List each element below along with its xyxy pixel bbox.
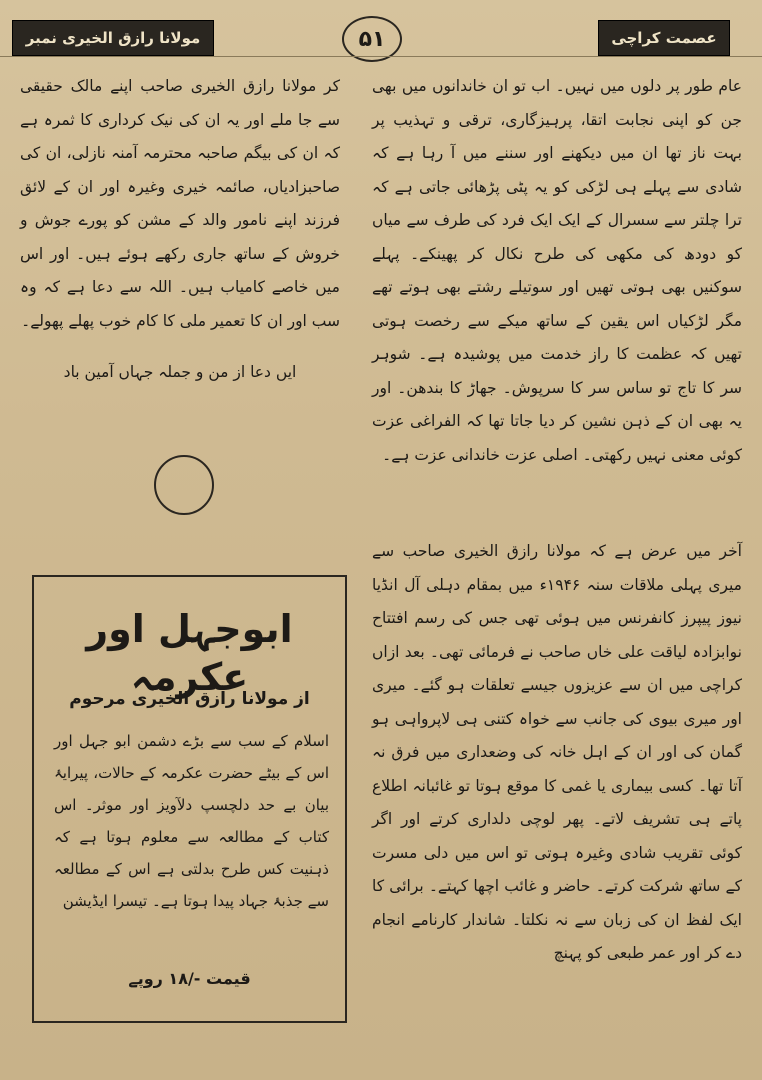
left-column-paragraph: کر مولانا رازق الخیری صاحب اپنے مالک حقیقی سے جا ملے اور یہ ان کی نیک کرداری کا ثمرہ ہے کہ ان کی بیگم صاحبہ محترمہ آمنہ نازلی، ان کی صاحبزادیاں، صائمہ خیری وغیرہ اور ان کے لائق فرزند اپنے نامور والد کے مشن کو پورے جوش و خروش کے ساتھ جاری رکھے ہوئے ہیں۔ اور اس میں خاصے کامیاب ہیں۔ اللہ سے دعا ہے کہ وہ سب اور ان کا تعمیر ملی کا کام خوب پھلے پھولے۔ — [20, 77, 340, 330]
right-column-paragraph-1: عام طور پر دلوں میں نہیں۔ اب تو ان خاندانوں میں بھی جن کو اپنی نجابت اتقا، پرہیزگاری، ترقی و تہذیب پر بہت ناز تھا ان میں دیکھنے اور سننے میں آ رہا ہے کہ شادی سے پہلے ہی لڑکی کو یہ پٹی پڑھائی جاتی ہے کہ ترا چلتر سے سسرال کے ایک ایک فرد کی طرف سے میاں کو دودھ کی مکھی کی طرح نکال کر پھینکے۔ پہلے سوکنیں بھی ہوتی تھیں اور سوتیلے رشتے بھی ہوتے تھے مگر لڑکیاں اس یقین کے ساتھ میکے سے رخصت ہوتی تھیں کہ عظمت کا راز خدمت میں پوشیدہ ہے۔ شوہر سر کا تاج تو ساس سر کا سرپوش۔ جھاڑ کا بندھن۔ اور یہ بھی ان کے ذہن نشین کر دیا جاتا تھا کہ الفراغی عزت کوئی معنی نہیں رکھتی۔ اصلی عزت خاندانی عزت ہے۔ — [372, 77, 742, 464]
ad-book-title: ابوجہل اور عکرمہ — [86, 607, 293, 699]
ad-description: اسلام کے سب سے بڑے دشمن ابو جہل اور اس کے بیٹے حضرت عکرمہ کے حالات، پیرایۂ بیان بے حد دلچسپ دلآویز اور موثر۔ اس کتاب کے مطالعہ سے معلوم ہوتا ہے کہ ذہنیت کس طرح بدلتی ہے اس کے مطالعہ سے جذبۂ جہاد پیدا ہوتا ہے۔ تیسرا ایڈیشن — [54, 732, 329, 910]
ad-author: از مولانا رازق الخیری مرحوم — [69, 689, 310, 709]
right-column-text — [372, 70, 742, 472]
right-column-text-2 — [372, 535, 742, 971]
right-column-paragraph-2: آخر میں عرض ہے کہ مولانا رازق الخیری صاحب سے میری پہلی ملاقات سنہ ۱۹۴۶ء میں بمقام دہلی آل انڈیا نیوز پیپرز کانفرنس میں ہوئی تھی جس کی رسم افتتاح نوابزادہ لیاقت علی خاں صاحب نے فرمائی تھی۔ بعد ازاں کراچی میں ان سے عزیزوں جیسے تعلقات ہو گئے۔ میری اور میری بیوی کی جانب سے خواہ کتنی ہی لاپرواہی ہو گمان کی اور ان کے اہل خانہ کی وضعداری میں فرق نہ آتا تھا۔ کسی بیماری یا غمی کا موقع ہوتا تو غائبانہ اطلاع پاتے ہی تشریف لاتے۔ پھر لوچی دلداری کرتے اور اگر کوئی تقریب شادی وغیرہ ہوتی تو اس میں دلی مسرت کے ساتھ شرکت کرتے۔ حاضر و غائب اچھا کہتے۔ برائی کا ایک لفظ ان کی زبان سے نہ نکلتا۔ شاندار کارنامے انجام دے کر اور عمر طبعی کو پہنچ — [372, 542, 742, 962]
header-divider — [0, 56, 762, 57]
issue-title-banner: مولانا رازق الخیری نمبر — [12, 20, 214, 56]
ad-price: قیمت -/۱۸ روپے — [128, 969, 251, 988]
closing-prayer: ایں دعا از من و جملہ جہاں آمین باد — [63, 363, 297, 381]
book-advertisement — [32, 575, 347, 1023]
decorative-circle — [154, 455, 214, 515]
magazine-name-banner: عصمت کراچی — [598, 20, 730, 56]
left-column-text — [20, 70, 340, 338]
page-number: ۵۱ — [342, 16, 402, 62]
